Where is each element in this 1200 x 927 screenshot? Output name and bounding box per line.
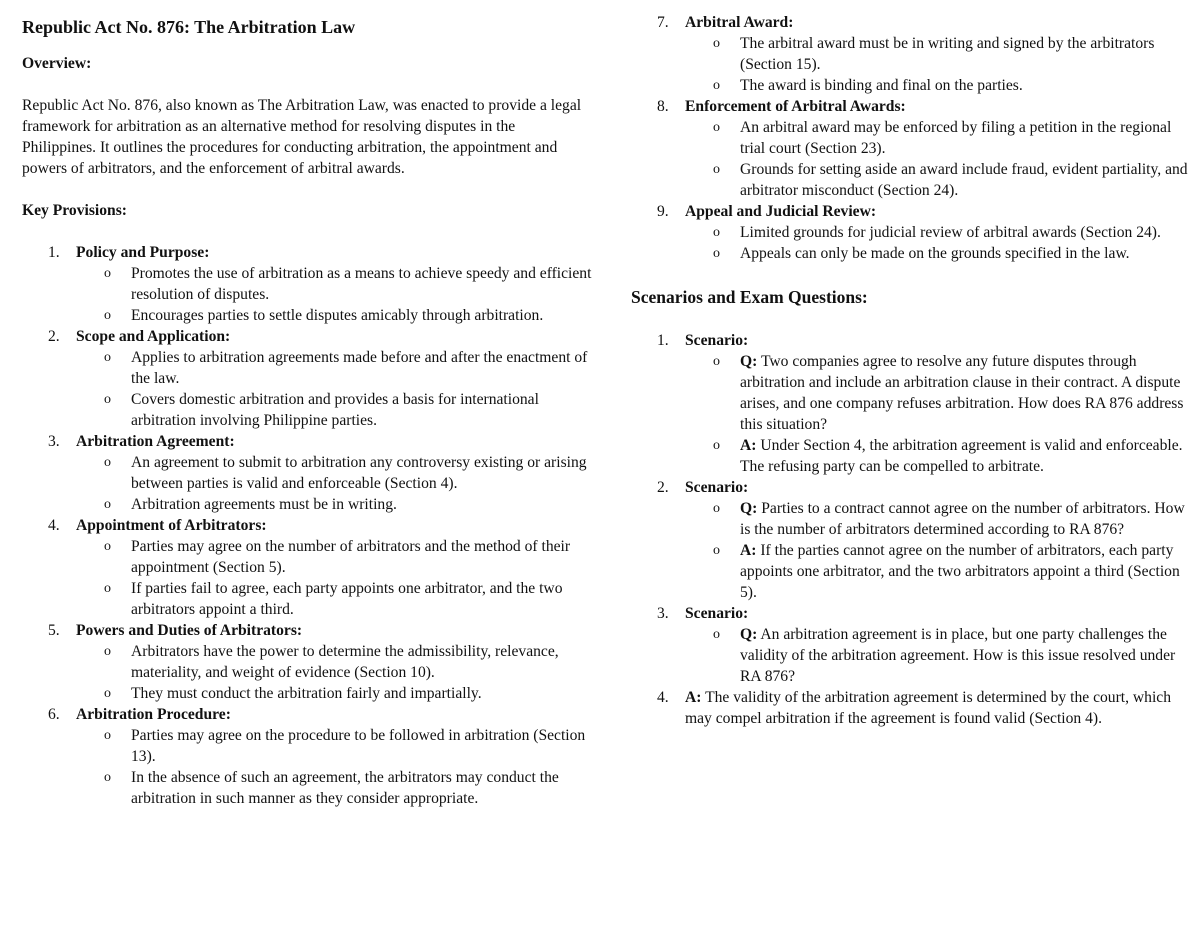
item-title: Scenario:: [685, 332, 749, 349]
list-item: [631, 201, 1191, 264]
list-item: [22, 704, 592, 809]
list-item: [631, 96, 1191, 201]
item-title: Arbitral Award:: [685, 14, 794, 31]
item-number: 9.: [657, 203, 669, 220]
bullet-item: o Limited grounds for judicial review of arbitral awards (Section 24).: [713, 224, 1161, 241]
bullet-item: o In the absence of such an agreement, the arbitrators may conduct the arbitration in such manner as they consider appropriate.: [104, 769, 559, 807]
bullet-icon: o: [104, 686, 111, 701]
list-item: [22, 515, 592, 620]
bullet-icon: o: [713, 501, 720, 516]
bullet-item: o Promotes the use of arbitration as a means to achieve speedy and efficient resolution of disputes.: [104, 265, 592, 303]
question-item: o Q: An arbitration agreement is in place, but one party challenges the validity of the arbitration agreement. How is this issue resolved under RA 876?: [713, 626, 1176, 685]
item-title: Powers and Duties of Arbitrators:: [76, 622, 303, 639]
bullet-icon: o: [104, 266, 111, 281]
question-item: o Q: Two companies agree to resolve any future disputes through arbitration and include an arbitration clause in their contract. A dispute arises, and one company refuses arbitration. How does RA 876 address this situation?: [713, 353, 1184, 433]
bullet-item: o An agreement to submit to arbitration any controversy existing or arising between parties is valid and enforceable (Section 4).: [104, 454, 587, 492]
item-number: 7.: [657, 14, 669, 31]
answer-item: o A: Under Section 4, the arbitration agreement is valid and enforceable. The refusing party can be compelled to arbitrate.: [713, 437, 1183, 475]
item-number: 5.: [48, 622, 60, 639]
bullet-item: o They must conduct the arbitration fairly and impartially.: [104, 685, 482, 702]
item-number: 4.: [48, 517, 60, 534]
item-number: 1.: [48, 244, 60, 261]
bullet-icon: o: [104, 644, 111, 659]
bullet-icon: o: [713, 627, 720, 642]
item-number: 1.: [657, 332, 669, 349]
document-title: Republic Act No. 876: The Arbitration Law: [22, 17, 356, 37]
bullet-item: o Appeals can only be made on the grounds specified in the law.: [713, 245, 1130, 262]
left-column: [22, 14, 592, 809]
item-number: 3.: [657, 605, 669, 622]
item-title: Scope and Application:: [76, 328, 231, 345]
question-item: o Q: Parties to a contract cannot agree on the number of arbitrators. How is the number of arbitrators determined according to RA 876?: [713, 500, 1185, 538]
item-title: Scenario:: [685, 479, 749, 496]
bullet-icon: o: [713, 78, 720, 93]
bullet-item: o Parties may agree on the procedure to be followed in arbitration (Section 13).: [104, 727, 586, 765]
item-title: Arbitration Agreement:: [76, 433, 235, 450]
item-title: Policy and Purpose:: [76, 244, 210, 261]
provisions-list-continued: [631, 12, 1191, 264]
bullet-icon: o: [104, 728, 111, 743]
item-number: 3.: [48, 433, 60, 450]
scenarios-list: [631, 330, 1191, 729]
bullet-item: o Applies to arbitration agreements made before and after the enactment of the law.: [104, 349, 588, 387]
item-number: 2.: [48, 328, 60, 345]
item-number: 2.: [657, 479, 669, 496]
bullet-icon: o: [713, 354, 720, 369]
list-item: [22, 620, 592, 704]
bullet-icon: o: [104, 350, 111, 365]
bullet-item: o The arbitral award must be in writing and signed by the arbitrators (Section 15).: [713, 35, 1155, 73]
bullet-item: o Grounds for setting aside an award include fraud, evident partiality, and arbitrator misconduct (Section 24).: [713, 161, 1188, 199]
list-item: [22, 326, 592, 431]
item-title: Arbitration Procedure:: [76, 706, 231, 723]
overview-heading: Overview:: [22, 55, 92, 72]
bullet-icon: o: [104, 539, 111, 554]
answer-item: o A: If the parties cannot agree on the number of arbitrators, each party appoints one arbitrator, and the two arbitrators appoint a third (Section 5).: [713, 542, 1180, 601]
bullet-icon: o: [713, 36, 720, 51]
list-item: [631, 477, 1191, 603]
bullet-icon: o: [104, 581, 111, 596]
bullet-icon: o: [713, 225, 720, 240]
answer-text: The validity of the arbitration agreement is determined by the court, which may compel arbitration if the agreement is found valid (Section 4).: [685, 689, 1172, 727]
bullet-icon: o: [104, 770, 111, 785]
scenarios-heading: Scenarios and Exam Questions:: [631, 287, 868, 307]
provisions-list: [22, 242, 592, 809]
right-column: [631, 12, 1191, 729]
answer-label: A:: [685, 689, 702, 706]
list-item: [631, 12, 1191, 96]
list-item: [22, 431, 592, 515]
bullet-icon: o: [104, 497, 111, 512]
list-item: [22, 242, 592, 326]
bullet-icon: o: [713, 246, 720, 261]
bullet-item: o Covers domestic arbitration and provides a basis for international arbitration involving Philippine parties.: [104, 391, 539, 429]
bullet-item: o An arbitral award may be enforced by filing a petition in the regional trial court (Section 23).: [713, 119, 1172, 157]
overview-text: Republic Act No. 876, also known as The Arbitration Law, was enacted to provide a legal framework for arbitration as an alternative method for resolving disputes in the Philippines. It outlines the procedures for conducting arbitration, the appointment and powers of arbitrators, and the enforcement of arbitral awards.: [22, 97, 582, 177]
item-number: 4.: [657, 689, 669, 706]
item-title: Scenario:: [685, 605, 749, 622]
list-item: [631, 603, 1191, 687]
bullet-icon: o: [104, 392, 111, 407]
item-title: Appeal and Judicial Review:: [685, 203, 877, 220]
item-number: 6.: [48, 706, 60, 723]
item-title: Enforcement of Arbitral Awards:: [685, 98, 906, 115]
bullet-icon: o: [104, 308, 111, 323]
bullet-icon: o: [104, 455, 111, 470]
list-item: [631, 330, 1191, 477]
bullet-item: o Parties may agree on the number of arbitrators and the method of their appointment (Section 5).: [104, 538, 571, 576]
bullet-item: o If parties fail to agree, each party appoints one arbitrator, and the two arbitrators appoint a third.: [104, 580, 563, 618]
bullet-item: o The award is binding and final on the parties.: [713, 77, 1023, 94]
bullet-item: o Arbitrators have the power to determine the admissibility, relevance, materiality, and weight of evidence (Section 10).: [104, 643, 559, 681]
item-title: Appointment of Arbitrators:: [76, 517, 267, 534]
key-provisions-heading: Key Provisions:: [22, 202, 127, 219]
bullet-icon: o: [713, 120, 720, 135]
bullet-icon: o: [713, 162, 720, 177]
list-item: [631, 687, 1191, 729]
item-number: 8.: [657, 98, 669, 115]
bullet-icon: o: [713, 438, 720, 453]
bullet-icon: o: [713, 543, 720, 558]
bullet-item: o Encourages parties to settle disputes amicably through arbitration.: [104, 307, 544, 324]
bullet-item: o Arbitration agreements must be in writing.: [104, 496, 397, 513]
